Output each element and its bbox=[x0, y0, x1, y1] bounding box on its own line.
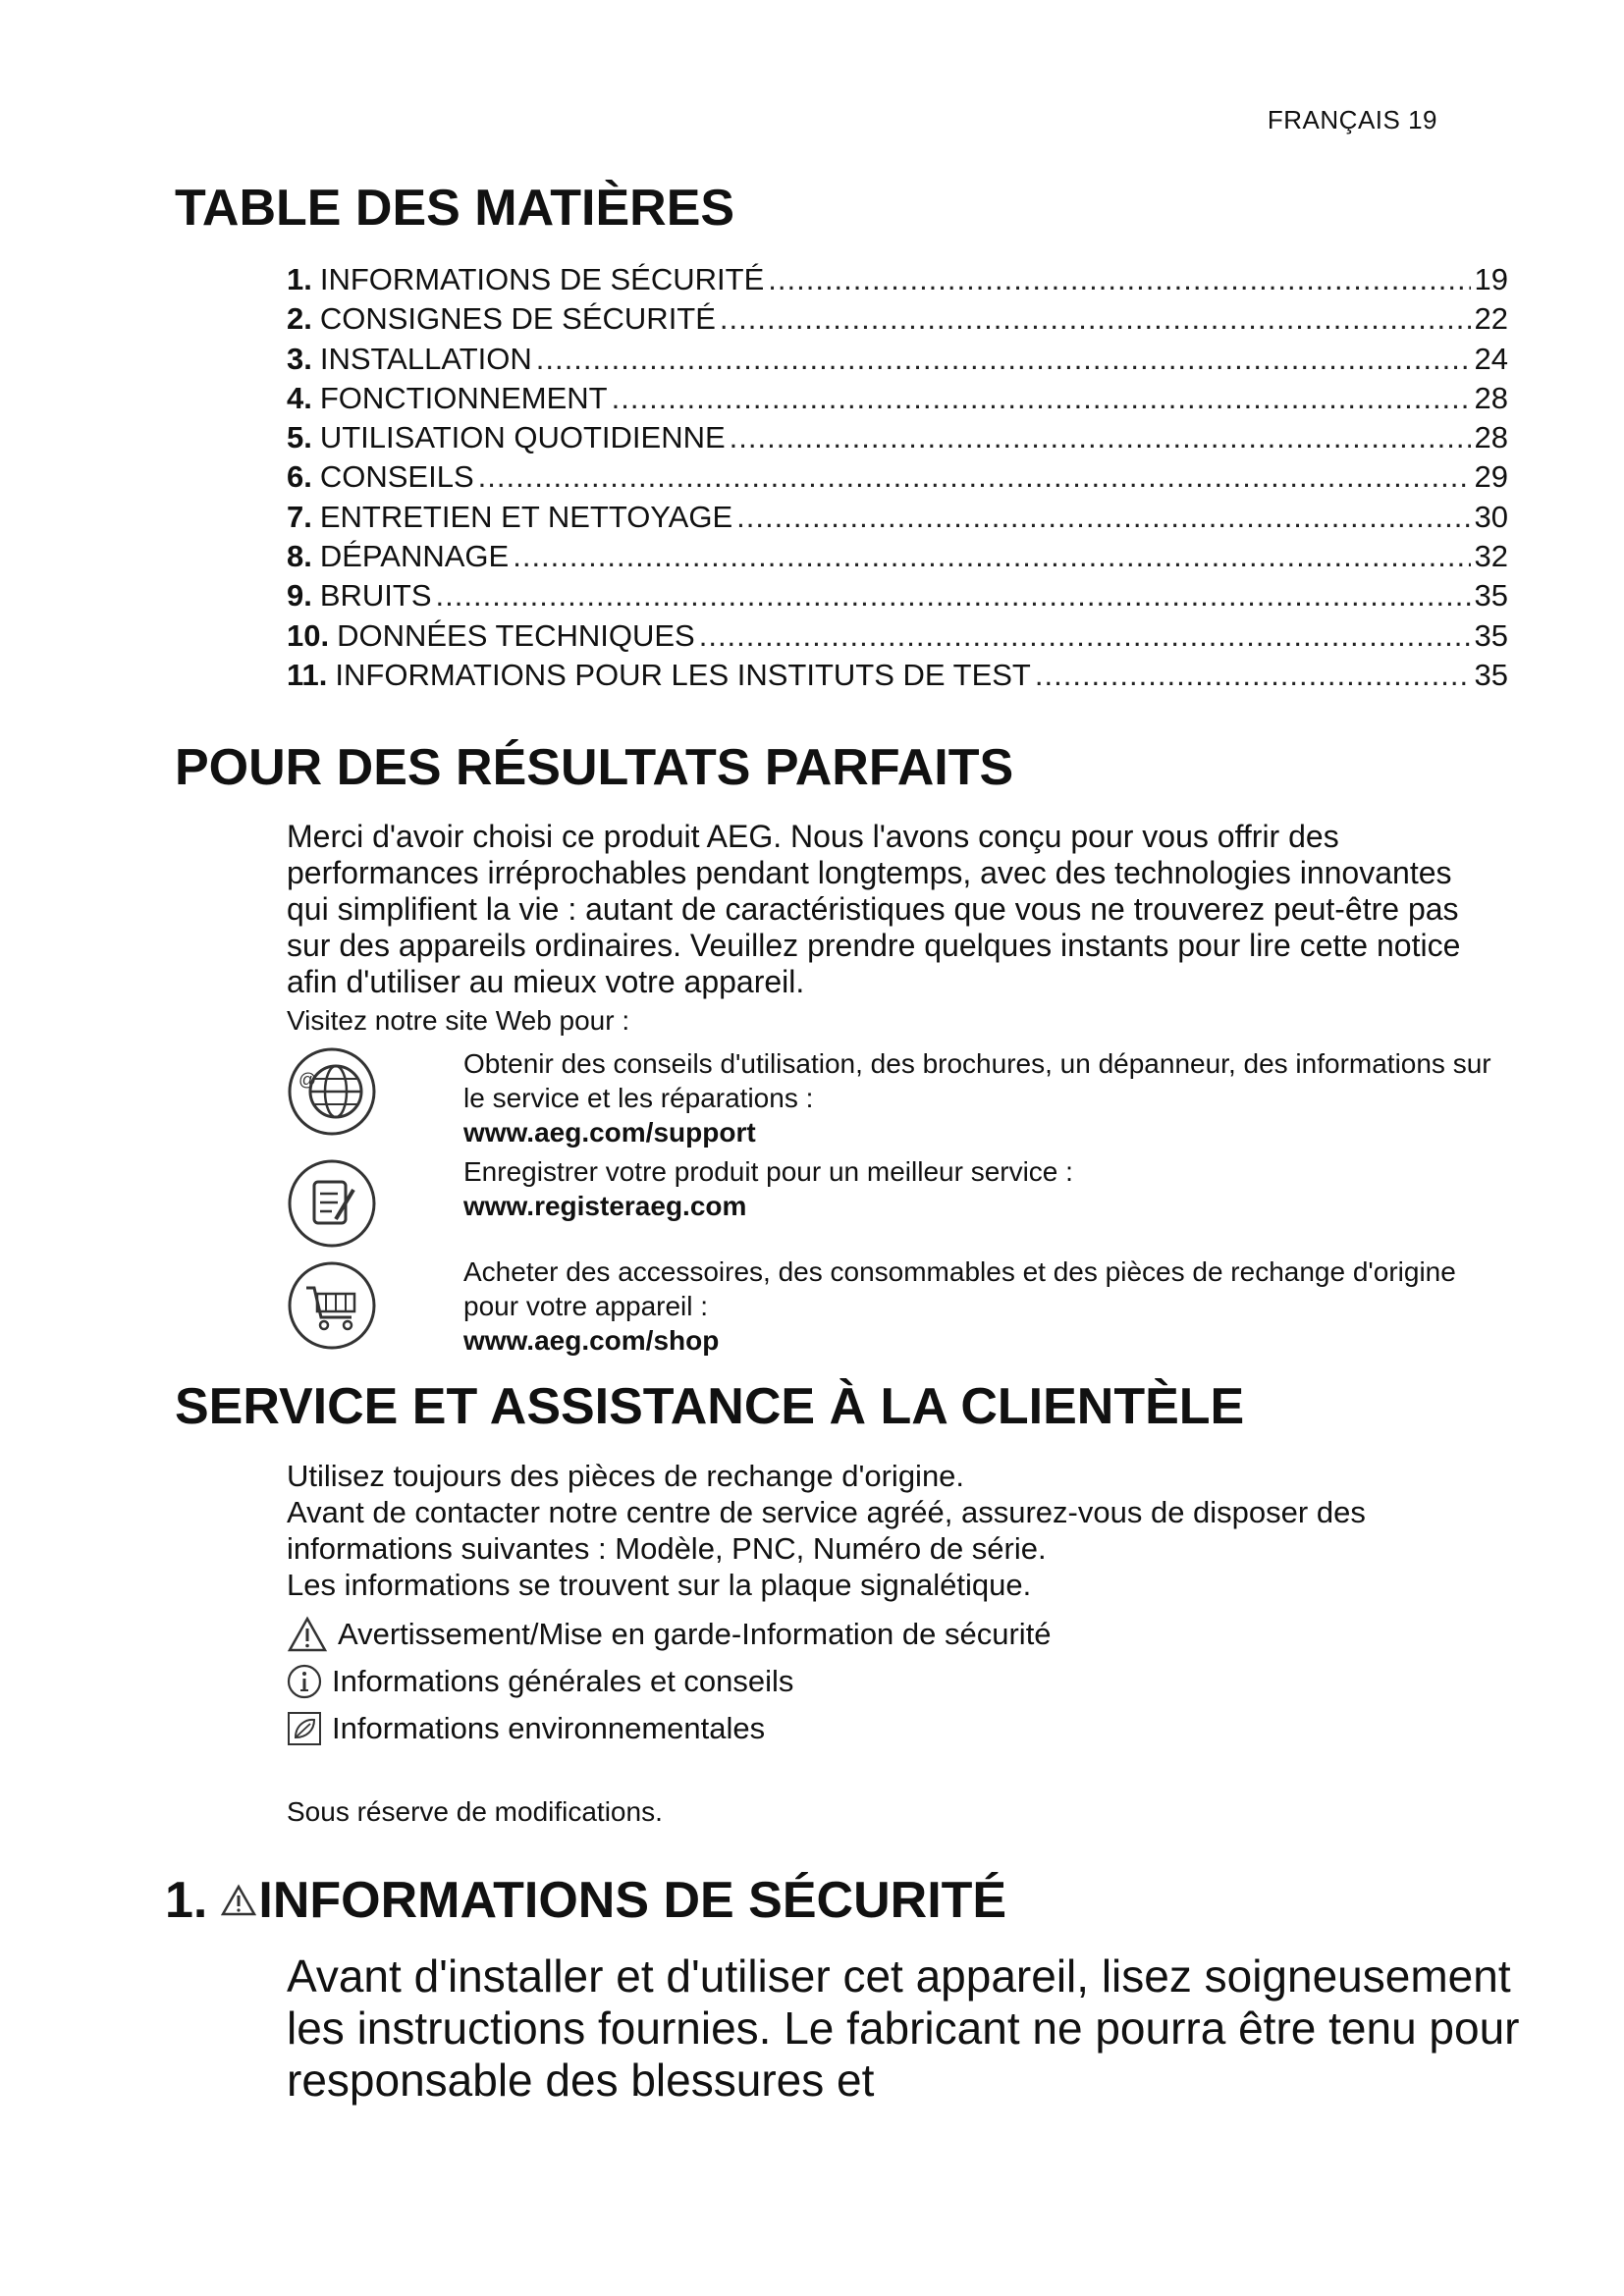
register-url-link[interactable]: www.registeraeg.com bbox=[463, 1191, 747, 1221]
support-url-link[interactable]: www.aeg.com/support bbox=[463, 1117, 756, 1148]
toc-leader-dots bbox=[730, 418, 1471, 457]
toc-item-page: 19 bbox=[1474, 262, 1508, 296]
toc-item-label: CONSEILS bbox=[319, 459, 474, 495]
toc-item-label: CONSIGNES DE SÉCURITÉ bbox=[319, 301, 716, 337]
toc-item[interactable] bbox=[287, 537, 1508, 576]
support-link-row bbox=[287, 1046, 1504, 1154]
service-line-rating-plate: Les informations se trouvent sur la plaque signalétique. bbox=[287, 1568, 1032, 1602]
register-link-row bbox=[287, 1158, 1504, 1256]
visit-website-label: Visitez notre site Web pour : bbox=[287, 1005, 630, 1036]
warning-triangle-icon bbox=[287, 1616, 328, 1653]
toc-item-label: UTILISATION QUOTIDIENNE bbox=[319, 420, 726, 455]
support-link-description: Obtenir des conseils d'utilisation, des brochures, un dépanneur, des informations sur le service et les réparations : bbox=[463, 1048, 1491, 1113]
legend-environment-text: Informations environnementales bbox=[332, 1711, 766, 1745]
page-header: FRANÇAIS 19 bbox=[1267, 105, 1437, 134]
section-title-perfect-results: POUR DES RÉSULTATS PARFAITS bbox=[175, 739, 1014, 796]
shop-link-description: Acheter des accessoires, des consommables et des pièces de rechange d'origine pour votre appareil : bbox=[463, 1256, 1456, 1321]
toc-item-page: 28 bbox=[1474, 420, 1508, 455]
register-link-text-block bbox=[463, 1154, 1504, 1223]
section-title-safety-information bbox=[165, 1871, 1006, 1930]
toc-item-page: 35 bbox=[1474, 578, 1508, 614]
toc-item[interactable] bbox=[287, 457, 1508, 497]
toc-item[interactable] bbox=[287, 656, 1508, 695]
toc-leader-dots bbox=[478, 457, 1471, 497]
toc-item[interactable] bbox=[287, 299, 1508, 339]
legend-warning bbox=[287, 1615, 1465, 1654]
toc-item-number: 11. bbox=[287, 657, 328, 692]
toc-item-number: 4. bbox=[287, 380, 312, 415]
toc-item-number: 10. bbox=[287, 617, 330, 653]
toc-item-number: 6. bbox=[287, 459, 312, 495]
toc-item-label: BRUITS bbox=[319, 578, 432, 614]
legend-info-text: Informations générales et conseils bbox=[332, 1664, 794, 1698]
service-paragraph bbox=[287, 1458, 1504, 1603]
table-of-contents bbox=[287, 260, 1508, 695]
toc-item-page: 24 bbox=[1474, 341, 1508, 376]
toc-item-page: 35 bbox=[1474, 617, 1508, 653]
toc-item-number: 8. bbox=[287, 539, 312, 574]
environment-leaf-icon bbox=[287, 1711, 322, 1746]
toc-item[interactable] bbox=[287, 616, 1508, 656]
toc-leader-dots bbox=[699, 616, 1471, 656]
toc-leader-dots bbox=[536, 340, 1471, 379]
toc-item-number: 9. bbox=[287, 578, 312, 614]
toc-item[interactable] bbox=[287, 340, 1508, 379]
toc-leader-dots bbox=[720, 299, 1471, 339]
toc-item-page: 35 bbox=[1474, 657, 1508, 692]
svg-text:@: @ bbox=[298, 1070, 317, 1090]
support-link-text-block bbox=[463, 1046, 1504, 1149]
toc-item-number: 3. bbox=[287, 341, 312, 376]
toc-title: TABLE DES MATIÈRES bbox=[175, 180, 735, 237]
section-title-customer-service: SERVICE ET ASSISTANCE À LA CLIENTÈLE bbox=[175, 1378, 1245, 1435]
register-form-icon bbox=[287, 1158, 377, 1249]
service-line-contact-info: Avant de contacter notre centre de service agréé, assurez-vous de disposer des informations suivantes : Modèle, PNC, Numéro de série. bbox=[287, 1495, 1366, 1566]
toc-leader-dots bbox=[768, 260, 1470, 299]
shop-url-link[interactable]: www.aeg.com/shop bbox=[463, 1325, 720, 1356]
toc-item[interactable] bbox=[287, 576, 1508, 615]
legend-warning-text: Avertissement/Mise en garde-Information de sécurité bbox=[338, 1617, 1052, 1651]
section-number: 1. bbox=[165, 1872, 208, 1929]
toc-item-number: 7. bbox=[287, 499, 312, 534]
toc-item[interactable] bbox=[287, 260, 1508, 299]
toc-item[interactable] bbox=[287, 418, 1508, 457]
toc-leader-dots bbox=[436, 576, 1471, 615]
toc-item-number: 2. bbox=[287, 301, 312, 337]
toc-leader-dots bbox=[612, 379, 1471, 418]
toc-item-label: INFORMATIONS DE SÉCURITÉ bbox=[319, 262, 765, 296]
shopping-cart-icon bbox=[287, 1260, 377, 1351]
globe-web-icon bbox=[287, 1046, 377, 1137]
toc-item-page: 28 bbox=[1474, 380, 1508, 415]
toc-leader-dots bbox=[736, 498, 1470, 537]
legend-environment bbox=[287, 1709, 1465, 1748]
toc-item-page: 30 bbox=[1474, 499, 1508, 534]
intro-paragraph: Merci d'avoir choisi ce produit AEG. Nous l'avons conçu pour vous offrir des performances irréprochables pendant longtemps, avec des technologies innovantes qui simplifient la vie : autant de caractéristiques que vous ne trouverez peut-être pas sur des appareils ordinaires. Veuillez prendre quelques instants pour lire cette notice afin d'utiliser au mieux votre appareil. bbox=[287, 819, 1461, 999]
service-line-original-parts: Utilisez toujours des pièces de rechange d'origine. bbox=[287, 1459, 965, 1493]
subject-to-change-note: Sous réserve de modifications. bbox=[287, 1796, 663, 1827]
toc-item-label: INFORMATIONS POUR LES INSTITUTS DE TEST bbox=[335, 657, 1031, 692]
toc-item-number: 1. bbox=[287, 262, 312, 296]
toc-leader-dots bbox=[1035, 656, 1471, 695]
toc-item-number: 5. bbox=[287, 420, 312, 455]
toc-item[interactable] bbox=[287, 379, 1508, 418]
toc-item-label: DONNÉES TECHNIQUES bbox=[337, 617, 695, 653]
toc-item-label: DÉPANNAGE bbox=[319, 539, 510, 574]
shop-link-text-block bbox=[463, 1255, 1504, 1358]
warning-triangle-icon bbox=[221, 1884, 256, 1917]
legend-info bbox=[287, 1662, 1465, 1701]
toc-item-label: ENTRETIEN ET NETTOYAGE bbox=[319, 499, 733, 534]
toc-leader-dots bbox=[513, 537, 1470, 576]
toc-item[interactable] bbox=[287, 498, 1508, 537]
shop-link-row bbox=[287, 1256, 1504, 1368]
toc-item-label: INSTALLATION bbox=[319, 341, 532, 376]
info-circle-icon bbox=[287, 1664, 322, 1699]
toc-item-page: 32 bbox=[1474, 539, 1508, 574]
toc-item-label: FONCTIONNEMENT bbox=[319, 380, 608, 415]
register-link-description: Enregistrer votre produit pour un meilleur service : bbox=[463, 1156, 1073, 1187]
section-title-text: INFORMATIONS DE SÉCURITÉ bbox=[258, 1872, 1007, 1929]
safety-lead-paragraph: Avant d'installer et d'utiliser cet appareil, lisez soigneusement les instructions fournies. Le fabricant ne pourra être tenu pour responsable des blessures et bbox=[287, 1950, 1520, 2106]
toc-item-page: 29 bbox=[1474, 459, 1508, 495]
toc-item-page: 22 bbox=[1474, 301, 1508, 337]
